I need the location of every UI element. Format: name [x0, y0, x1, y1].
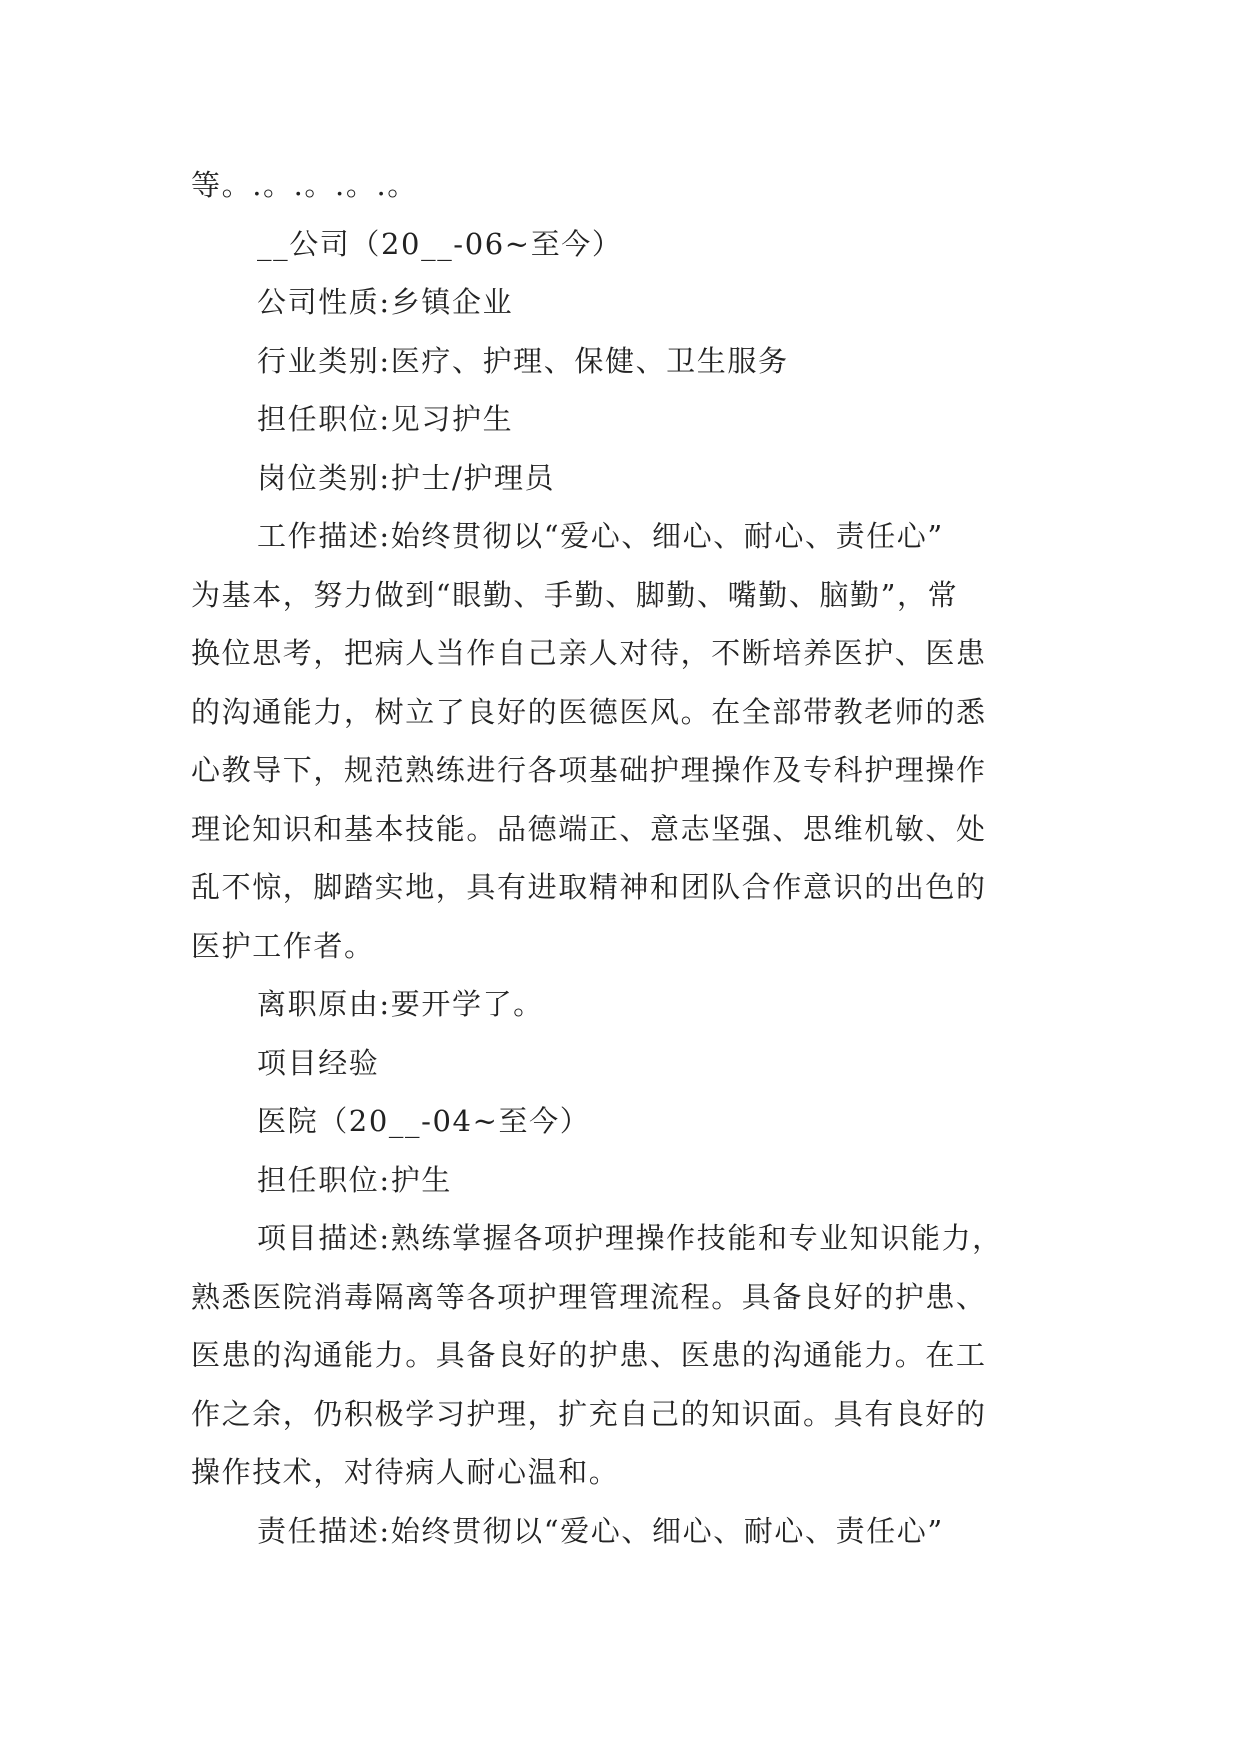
responsibility-description-line: 责任描述:始终贯彻以“爱心、细心、耐心、责任心” — [257, 1513, 944, 1548]
project-description-line: 熟悉医院消毒隔离等各项护理管理流程。具备良好的护患、 — [191, 1279, 987, 1314]
position-held: 担任职位:见习护生 — [257, 402, 514, 436]
work-description-line: 心教导下，规范熟练进行各项基础护理操作及专科护理操作 — [191, 753, 987, 787]
project-position: 担任职位:护生 — [257, 1162, 452, 1197]
project-description-line: 项目描述:熟练掌握各项护理操作技能和专业知识能力， — [257, 1221, 1003, 1255]
job-category: 岗位类别:护士/护理员 — [257, 460, 556, 495]
project-description-line: 医患的沟通能力。具备良好的护患、医患的沟通能力。在工 — [191, 1338, 987, 1372]
project-description-line: 操作技术，对待病人耐心温和。 — [191, 1455, 620, 1489]
section-heading-projects: 项目经验 — [257, 1045, 380, 1080]
work-description-line: 的沟通能力，树立了良好的医德医风。在全部带教老师的悉 — [191, 694, 987, 729]
work-description-line: 换位思考，把病人当作自己亲人对待，不断培养医护、医患 — [191, 636, 987, 670]
work-description-line: 乱不惊，脚踏实地，具有进取精神和团队合作意识的出色的 — [191, 870, 987, 904]
company-nature: 公司性质:乡镇企业 — [257, 285, 514, 319]
text-line: 等。.。.。.。.。 — [191, 168, 418, 202]
leaving-reason: 离职原由:要开学了。 — [257, 987, 544, 1021]
work-description-line: 医护工作者。 — [191, 928, 375, 963]
project-heading: 医院（20__-04~至今） — [257, 1104, 591, 1138]
work-description-line: 工作描述:始终贯彻以“爱心、细心、耐心、责任心” — [257, 519, 944, 553]
industry-category: 行业类别:医疗、护理、保健、卫生服务 — [257, 343, 789, 378]
document-body — [191, 156, 1051, 1560]
work-description-line: 为基本，努力做到“眼勤、手勤、脚勤、嘴勤、脑勤”，常 — [191, 577, 959, 612]
company-heading: __公司（20__-06~至今） — [257, 226, 623, 261]
work-description-line: 理论知识和基本技能。品德端正、意志坚强、思维机敏、处 — [191, 811, 987, 846]
project-description-line: 作之余，仍积极学习护理，扩充自己的知识面。具有良好的 — [191, 1396, 987, 1431]
